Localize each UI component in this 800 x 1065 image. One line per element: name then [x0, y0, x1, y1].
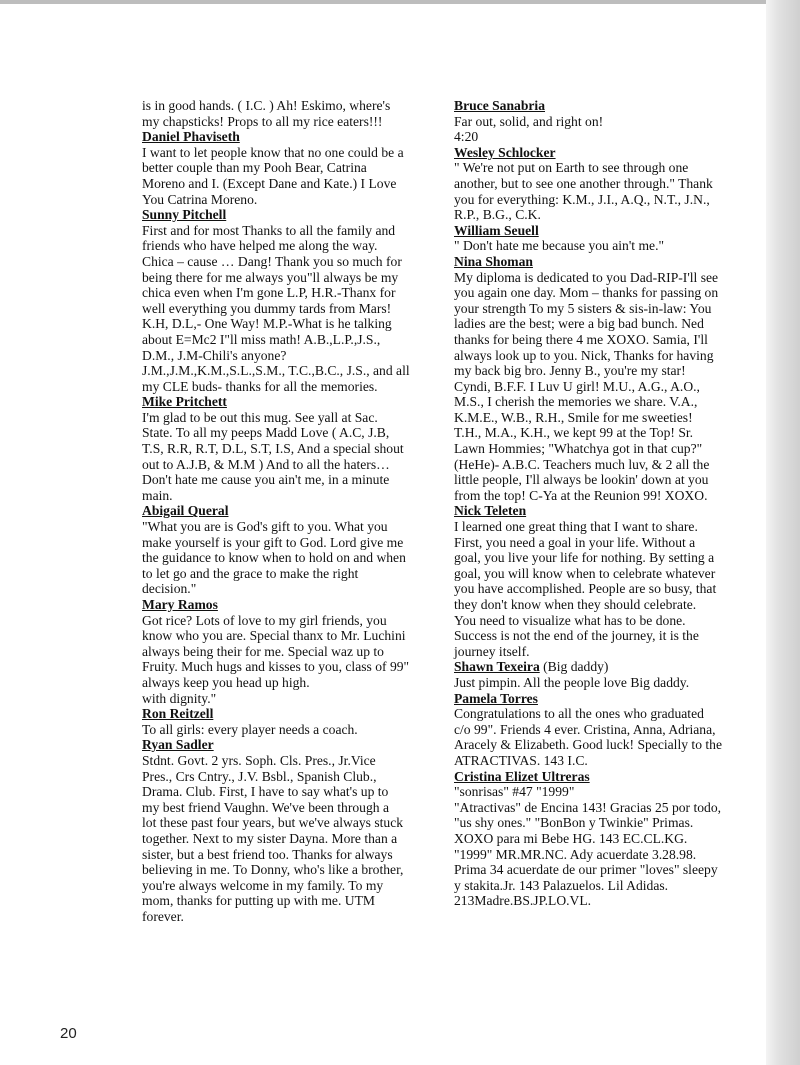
entry-wesley-schlocker: [454, 145, 754, 223]
left-column-intro: is in good hands. ( I.C. ) Ah! Eskimo, where's my chapsticks! Props to all my rice eaters!!!: [142, 98, 391, 129]
entry-text: "sonrisas" #47 "1999" "Atractivas" de Encina 143! Gracias 25 por todo, "us shy ones." "BonBon y Twinkie" Primas. XOXO para mi Bebe HG. 143 EC.CL.KG. "1999" MR.MR.NC. Ady acuerdate 3.28.98. Prima 34 acuerdate de our primer "loves" sleepy y stakita.Jr. 143 Palazuelos. Lil Adidas. 213Madre.BS.JP.LO.VL.: [454, 784, 722, 909]
entry-name: Nina Shoman: [454, 253, 533, 269]
entry-name: Abigail Queral: [142, 503, 229, 519]
entry-name: Daniel Phaviseth: [142, 129, 240, 145]
entry-nina-shoman: [454, 254, 754, 504]
entry-text: "What you are is God's gift to you. What you make yourself is your gift to God. Lord give me the guidance to know when to hold on and when to let go and the grace to make the right decision.": [142, 519, 406, 597]
entry-pamela-torres: [454, 691, 754, 769]
entry-text: Stdnt. Govt. 2 yrs. Soph. Cls. Pres., Jr.Vice Pres., Crs Cntry., J.V. Bsbl., Spanish Club., Drama. Club. First, I have to say what's up to my best friend Vaughn. We've been through a lot these past four years, but we've always stuck together. Next to my sister Dayna. More than a sister, but a best friend too. Thanks for always believing in me. To Donny, who's like a brother, you're always welcome in my family. To my mom, thanks for putting up with me. UTM forever.: [142, 752, 404, 924]
entry-text: Got rice? Lots of love to my girl friends, you know who you are. Special thanx to Mr. Luchini always being their for me. Special waz up to Fruity. Much hugs and kisses to you, class of 99" always keep you head up high. with dignity.": [142, 612, 410, 706]
entry-name: Shawn Texeira: [454, 659, 540, 675]
entry-text: I learned one great thing that I want to share. First, you need a goal in your life. Without a goal, you live your life for nothing. By setting a goal, you will know when to celebrate whatever you have accomplished. People are so busy, that they don't know when they should celebrate. You need to visualize what has to be done. Success is not the end of the journey, it is the journey itself.: [454, 519, 717, 659]
page-number: 20: [60, 1025, 77, 1042]
entry-name: Pamela Torres: [454, 690, 538, 706]
entry-text: Just pimpin. All the people love Big daddy.: [454, 674, 690, 690]
entry-text: " Don't hate me because you ain't me.": [454, 238, 665, 254]
entry-sunny-pitchell: [142, 207, 430, 394]
entry-text: Congratulations to all the ones who graduated c/o 99". Friends 4 ever. Cristina, Anna, Adriana, Aracely & Elizabeth. Good luck! Specially to the ATRACTIVAS. 143 I.C.: [454, 706, 723, 768]
entry-name-suffix: (Big daddy): [539, 659, 609, 675]
entry-ron-reitzell: [142, 706, 430, 737]
entry-name: Ron Reitzell: [142, 706, 214, 722]
entry-text: I'm glad to be out this mug. See yall at Sac. State. To all my peeps Madd Love ( A.C, J.B, T.S, R.R, R.T, D.L, S.T, I.S, And a special shout out to A.J.B, & M.M ) And to all the haters… Don't hate me cause you ain't me, in a minute main.: [142, 409, 404, 503]
top-edge: [0, 0, 800, 4]
entry-mike-pritchett: [142, 394, 430, 503]
entry-text: Far out, solid, and right on! 4:20: [454, 113, 604, 145]
entry-shawn-texeira: [454, 659, 754, 690]
entry-name: Sunny Pitchell: [142, 207, 227, 223]
entry-name: Ryan Sadler: [142, 737, 214, 753]
entry-daniel-phaviseth: [142, 129, 430, 207]
entry-text: " We're not put on Earth to see through one another, but to see one another through." Thank you for everything: K.M., J.I., A.Q., N.T., J.N., R.P., B.G., C.K.: [454, 160, 713, 223]
entry-ryan-sadler: [142, 737, 430, 924]
left-column: [142, 98, 430, 924]
entry-abigail-queral: [142, 503, 430, 597]
entry-name: Cristina Elizet Ultreras: [454, 768, 590, 784]
entry-text: My diploma is dedicated to you Dad-RIP-I'll see you again one day. Mom – thanks for passing on your strength To my 5 sisters & sis-in-law: You ladies are the best; were a big bad bunch. Ned thanks for being there 4 me XOXO. Samia, I'll always look up to you. Nick, Thanks for having my back big bro. Jenny B., you're my star! Cyndi, B.F.F. I Luv U girl! M.U., A.G., A.O., M.S., I cherish the memories we share. V.A., K.M.E., W.B., R.H., Smile for me sweeties! T.H., M.A., K.H., we kept 99 at the Top! Sr. Lawn Hommies; "Whatchya got in that cup?" (HeHe)- A.B.C. Teachers much luv, & 2 all the little people, I'll always be lookin' down at you from the top! C-Ya at the Reunion 99! XOXO.: [454, 269, 719, 503]
entry-bruce-sanabria: [454, 98, 754, 145]
entry-name: William Seuell: [454, 222, 539, 238]
entry-name: Nick Teleten: [454, 503, 527, 519]
entry-name-line: [454, 659, 754, 675]
right-column: [454, 98, 754, 909]
entry-name: Mike Pritchett: [142, 394, 227, 410]
entry-text: To all girls: every player needs a coach.: [142, 721, 358, 737]
entry-text: I want to let people know that no one could be a better couple than my Pooh Bear, Catrina Moreno and I. (Except Dane and Kate.) I Love You Catrina Moreno.: [142, 144, 404, 207]
page-binding-edge: [766, 0, 800, 1065]
entry-cristina-elizet-ultreras: [454, 769, 754, 909]
entry-text: First and for most Thanks to all the family and friends who have helped me along the way. Chica – cause … Dang! Thank you so much for being there for me always you"ll always be my chica even when I'm gone L.P, H.R.-Thanx for well everything you dummy tards from Mars! K.H, D.L,- One Way! M.P.-What is he talking about E=Mc2 I"ll miss math! A.B.,L.P.,J.S., D.M., J.M-Chili's anyone? J.M.,J.M.,K.M.,S.L.,S.M., T.C.,B.C., J.S., and all my CLE buds- thanks for all the memories.: [142, 222, 410, 394]
entry-nick-teleten: [454, 503, 754, 659]
entry-william-seuell: [454, 223, 754, 254]
entry-name: Wesley Schlocker: [454, 144, 556, 160]
entry-name: Mary Ramos: [142, 597, 218, 612]
entry-mary-ramos: [142, 597, 430, 706]
entry-name: Bruce Sanabria: [454, 98, 546, 113]
